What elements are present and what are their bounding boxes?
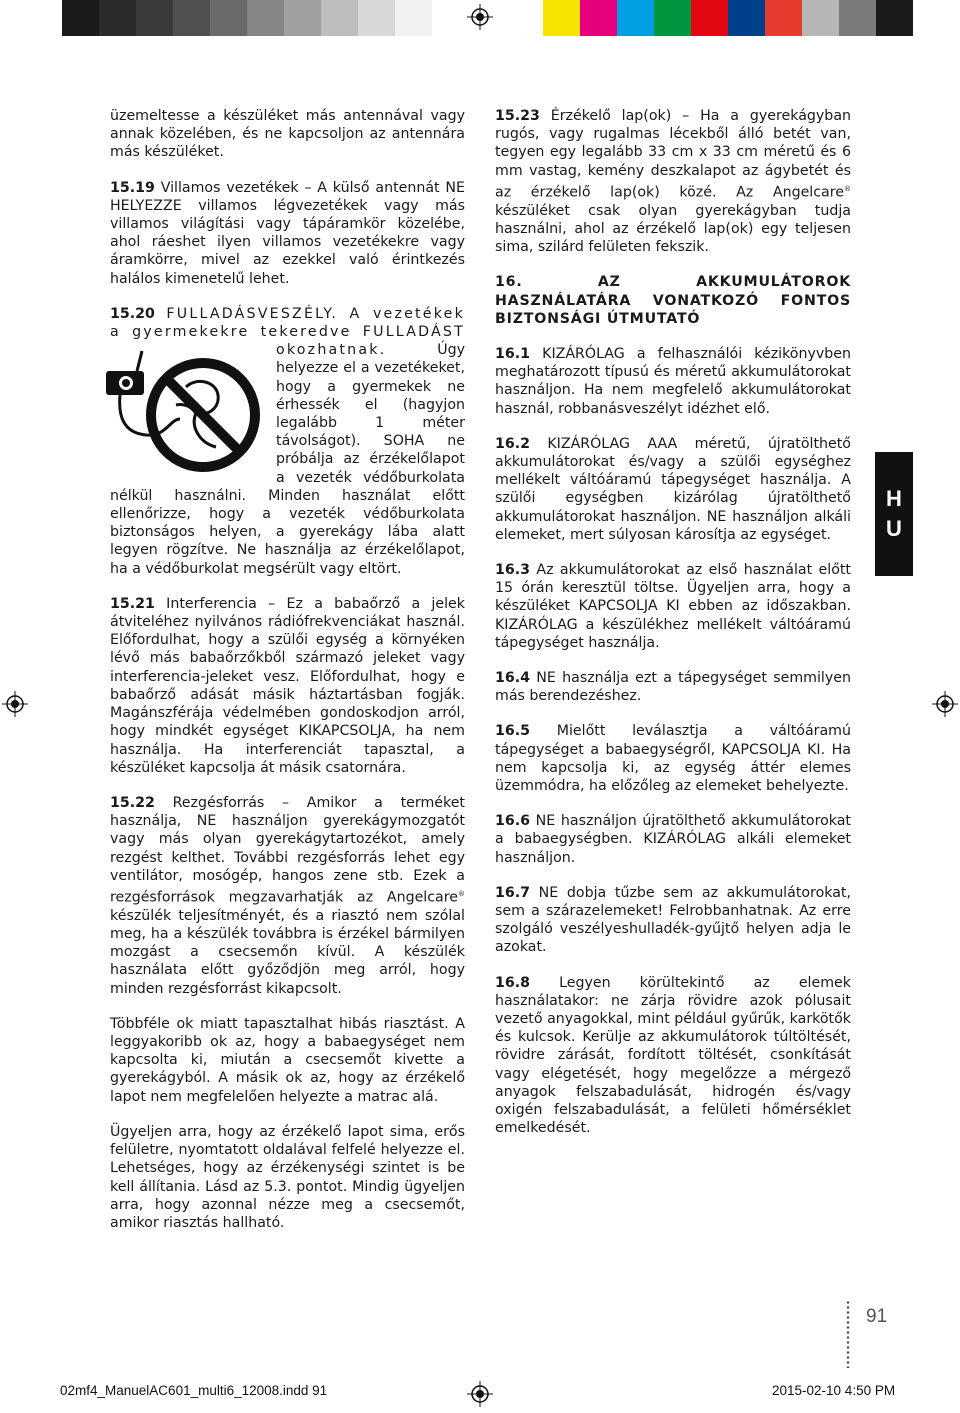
color-swatch: [321, 0, 358, 36]
color-swatch: [802, 0, 839, 36]
footer-file-name: 02mf4_ManuelAC601_multi6_12008.indd 91: [60, 1383, 328, 1398]
paragraph-text: készüléket csak olyan gyerekágyban tudja használni, ahol az érzékelő lap(ok) egy teljesen sima, szilárd felületen fekszik.: [495, 202, 851, 256]
color-swatch: [654, 0, 691, 36]
paragraph-15-22: [110, 794, 465, 998]
list-item: [495, 812, 851, 867]
warning-text: FULLADÁSVESZÉLY. A vezetékek a gyermekekre tekeredve FULLADÁST okozhatnak.: [110, 305, 465, 359]
section-number: 15.21: [110, 595, 155, 612]
language-tab: [875, 452, 913, 576]
section-16-heading: 16. AZ AKKUMULÁTOROK HASZNÁLATÁRA VONATKOZÓ FONTOS BIZTONSÁGI ÚTMUTATÓ: [495, 274, 851, 327]
registration-mark-icon: [467, 4, 493, 30]
paragraph-text: Legyen körültekintő az elemek használatakor: ne zárja rövidre azok pólusait vezető anyagokkal, mint például gyűrűk, karkötők és kulcsok. Kerülje az akkumulátorok túltöltését, rövidre zárását, fordított töltését, csonkítását vagy elégetését, hogy megelőzze a mérgező anyagok felszabadulását, hidrogén és/vagy oxigén felszabadulását, a felületi hőmérséklet emelkedését.: [495, 974, 851, 1137]
color-swatch: [765, 0, 802, 36]
battery-safety-list: [495, 345, 851, 1138]
section-number: 16.4: [495, 670, 531, 687]
footer-date: 2015-02-10 4:50 PM: [772, 1383, 896, 1398]
list-item: [495, 435, 851, 544]
list-item: [495, 974, 851, 1138]
paragraph-text: Villamos vezetékek – A külső antennát NE HELYEZZE villamos légvezetékek vagy más villamos világítási vagy tápáramkör közelébe, ahol ráeshet ilyen villamos vezetékekre vagy áramkörre, mivel az ezekkel való érintkezés halálos kimenetelű lehet.: [110, 179, 465, 287]
list-item: [495, 669, 851, 705]
paragraph-15-23: [495, 107, 851, 256]
section-number: 16.6: [495, 813, 531, 830]
paragraph-15-21: [110, 582, 465, 777]
no-cord-strangulation-icon: [106, 347, 268, 477]
paragraph-false-alarm: Többféle ok miatt tapasztalhat hibás riasztást. A leggyakoribb ok az, hogy a babaegységet nem kapcsolta ki, miután a csecsemőt kivette a gyerekágyból. A másik ok az, hogy az érzékelő lapot nem megfelelően helyezte a matrac alá.: [110, 1015, 465, 1105]
section-number: 16.7: [495, 884, 531, 901]
color-swatch: [136, 0, 173, 36]
paragraph-text: készülék teljesítményét, és a riasztó nem szólal meg, ha a készülék továbbra is érzékel bármilyen mozgást a csecsemőn kívül. A készülék használata előtt győződjön meg arról, hogy minden rezgésforrást kikapcsolt.: [110, 907, 465, 997]
color-swatch: [395, 0, 432, 36]
paragraph-text: KIZÁRÓLAG AAA méretű, újratölthető akkumulátorokat és/vagy a szülői egységhez mellékelt váltóáramú tápegységet használja. A szülői egységben kizárólag újratölthető akkumulátorokat használjon. NE használjon alkáli elemeket, mert súlyosan károsítja az egységet.: [495, 435, 851, 543]
paragraph-15-19: [110, 179, 465, 288]
paragraph-text: Az akkumulátorokat az első használat előtt 15 órán keresztül töltse. Ügyeljen arra, hogy a készüléket KAPCSOLJA KI ebben az időszakban. KIZÁRÓLAG a készülékhez mellékelt váltóáramú tápegységet használja.: [495, 562, 851, 651]
right-column: [495, 107, 851, 1154]
color-swatch: [876, 0, 913, 36]
color-swatch: [358, 0, 395, 36]
color-swatch: [580, 0, 617, 36]
color-swatch: [617, 0, 654, 36]
color-swatch: [173, 0, 210, 36]
paragraph-text: Mielőtt leválasztja a váltóáramú tápegységet a babaegységről, KAPCSOLJA KI. Ha nem kapcsolja ki, az egység áttér elemes üzemmódra, ha előzőleg az elemeket behelyezte.: [495, 723, 851, 795]
list-item: [495, 884, 851, 957]
registration-mark-icon: [932, 691, 958, 717]
paragraph-sensor-pad: Ügyeljen arra, hogy az érzékelő lapot sima, erős felületre, nyomtatott oldalával felfelé helyezze el. Lehetséges, hogy az érzékenységi szintet is be kell állítania. Lásd az 5.3. pontot. Mindig ügyeljen arra, hogy azonnal nézze meg a csecsemőt, amikor riasztás hallható.: [110, 1123, 465, 1231]
paragraph-text: NE dobja tűzbe sem az akkumulátorokat, sem a szárazelemeket! Felrobbanhatnak. Az erre szolgáló veszélyeshulladék-gyűjtő helyen adja le azokat.: [495, 884, 851, 956]
registered-mark: ®: [844, 184, 851, 193]
paragraph-text: NE használjon újratölthető akkumulátorokat a babaegységben. KIZÁRÓLAG alkáli elemeket használjon.: [495, 813, 851, 866]
section-number: 15.19: [110, 179, 155, 196]
list-item: [495, 561, 851, 652]
registered-mark: ®: [458, 889, 465, 898]
color-swatch: [62, 0, 99, 36]
paragraph-text: Érzékelő lap(ok) – Ha a gyerekágyban rugós, vagy rugalmas lécekből álló betét van, tegyen egy legalább 33 cm x 33 cm méretű és 6 mm vastag, kemény deszkalapot az ágybetét és az érzékelő lap(ok) közé. Az Angelcare: [495, 108, 851, 201]
section-number: 16.1: [495, 345, 531, 362]
page-number: 91: [866, 1306, 888, 1327]
paragraph-antenna-continued: üzemeltesse a készüléket más antennával vagy annak közelében, és ne kapcsoljon az antennára más készüléket.: [110, 108, 465, 161]
registration-mark-icon: [467, 1381, 493, 1407]
page-number-dotted-rule: [846, 1300, 850, 1368]
color-swatch: [691, 0, 728, 36]
cmyk-color-bar: [543, 0, 913, 36]
paragraph-text: Interferencia – Ez a babaőrző a jelek átviteléhez nyilvános rádiófrekvenciákat használ. Előfordulhat, hogy a szülői egység a környéken lévő más babaőrzőkből származó jeleket vagy interferencia-jeleket vesz. Előfordulhat, hogy e babaőrző adását másik háztartásban fogják. Magánszférája védelmében gondoskodjon arról, hogy mindkét egységet KIKAPCSOLJA, ha nem használja. Ha interferenciát tapasztal, a készüléket kapcsolja át másik csatornára.: [110, 595, 465, 776]
left-column: [110, 107, 465, 1249]
registration-mark-icon: [2, 691, 28, 717]
color-swatch: [210, 0, 247, 36]
paragraph-text: Úgy helyezze el a vezetékeket, hogy a gyermekek ne érhessék el (hagyjon legalább 1 méter távolságot). SOHA ne próbálja az érzékelőlapot a vezeték védőburkolata nélkül használni. Minden használat előtt ellenőrizze, hogy a vezeték védőburkolata biztonságos helyen, a gyerekágy lába alatt legyen rögzítve. Ne használja az érzékelőlapot, ha a védőburkolat megsérült vagy eltört.: [110, 342, 465, 577]
section-number: 15.23: [495, 108, 540, 124]
color-swatch: [99, 0, 136, 36]
list-item: [495, 345, 851, 418]
grayscale-color-bar: [62, 0, 432, 36]
section-number: 16.3: [495, 562, 531, 578]
paragraph-text: Rezgésforrás – Amikor a terméket használja, NE használjon gyerekágymozgatót vagy más olyan gyerekágytartozékot, amely rezgést kelthet. További rezgésforrás lehet egy ventilátor, mosógép, hangos zene stb. Ezek a rezgésforrások megzavarhatják az Angelcare: [110, 794, 465, 906]
section-number: 15.22: [110, 794, 155, 811]
paragraph-text: NE használja ezt a tápegységet semmilyen más berendezéshez.: [495, 670, 851, 705]
color-swatch: [728, 0, 765, 36]
paragraph-text: KIZÁRÓLAG a felhasználói kézikönyvben meghatározott típusú és méretű akkumulátorokat használjon. Ha nem megfelelő akkumulátorokat használ, robbanásveszélyt idézhet elő.: [495, 345, 851, 417]
section-number: 16.5: [495, 723, 531, 740]
language-tab-letter: H: [886, 486, 902, 511]
section-number: 16.2: [495, 435, 531, 452]
paragraph-15-20: [110, 305, 465, 578]
language-tab-letter: U: [886, 516, 902, 541]
list-item: [495, 722, 851, 795]
color-swatch: [839, 0, 876, 36]
color-swatch: [543, 0, 580, 36]
section-number: 16.8: [495, 974, 531, 991]
color-swatch: [284, 0, 321, 36]
section-number: 15.20: [110, 305, 155, 322]
color-swatch: [247, 0, 284, 36]
